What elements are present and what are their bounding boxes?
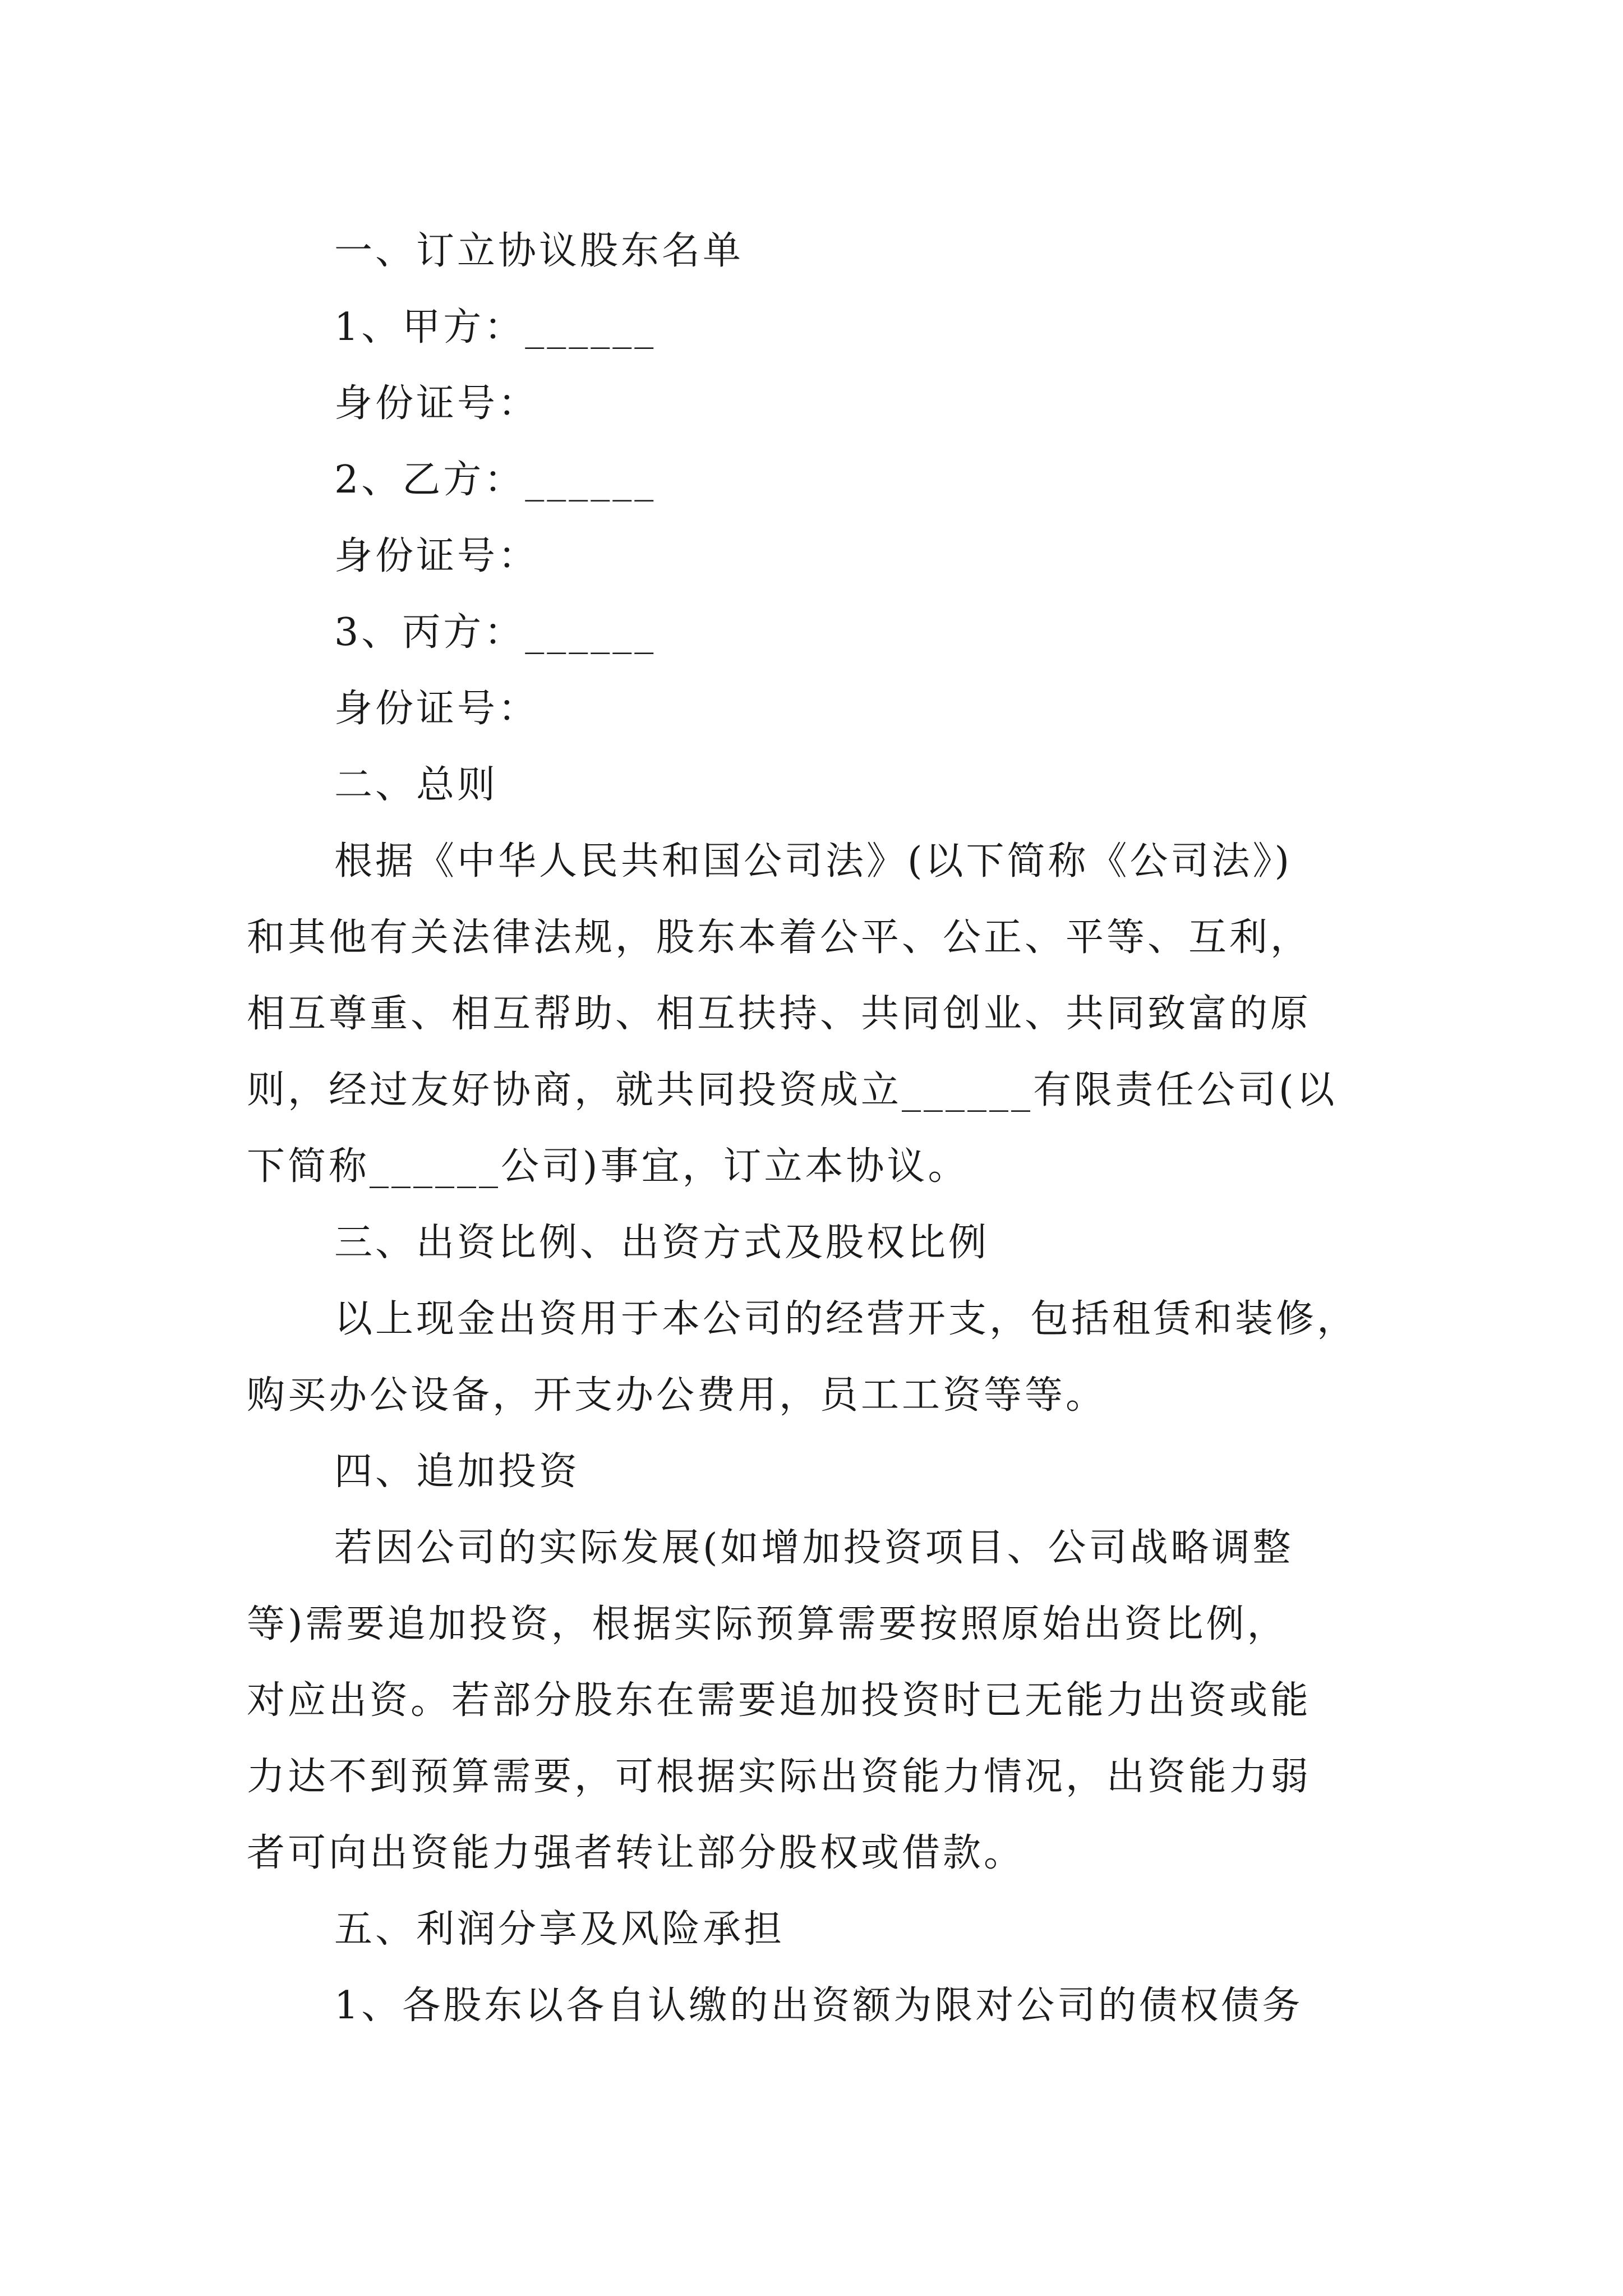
party-a-line: 1、甲方：______: [334, 305, 657, 349]
section-heading-capital: 三、出资比例、出资方式及股权比例: [334, 1221, 990, 1265]
party-a-id-line: 身份证号：: [334, 381, 540, 426]
party-c-id-line: 身份证号：: [334, 687, 540, 731]
paragraph-line: 购买办公设备，开支办公费用，员工工资等等。: [247, 1373, 1107, 1418]
paragraph-line: 根据《中华人民共和国公司法》(以下简称《公司法》): [334, 839, 1293, 884]
paragraph-line: 1、各股东以各自认缴的出资额为限对公司的债权债务: [334, 1984, 1303, 2028]
paragraph-line: 和其他有关法律法规，股东本着公平、公正、平等、互利，: [247, 915, 1312, 960]
paragraph-line: 力达不到预算需要，可根据实际出资能力情况，出资能力弱: [247, 1755, 1312, 1799]
paragraph-line: 者可向出资能力强者转让部分股权或借款。: [247, 1831, 1025, 1875]
section-heading-additional-investment: 四、追加投资: [334, 1450, 580, 1494]
party-b-line: 2、乙方：______: [334, 458, 657, 502]
paragraph-line: 相互尊重、相互帮助、相互扶持、共同创业、共同致富的原: [247, 992, 1312, 1036]
paragraph-line: 以上现金出资用于本公司的经营开支，包括租赁和装修，: [334, 1297, 1358, 1341]
party-b-id-line: 身份证号：: [334, 534, 540, 578]
paragraph-line: 若因公司的实际发展(如增加投资项目、公司战略调整: [334, 1526, 1294, 1570]
paragraph-line: 则，经过友好协商，就共同投资成立______有限责任公司(以: [247, 1068, 1338, 1112]
section-heading-shareholder-list: 一、订立协议股东名单: [334, 229, 744, 273]
paragraph-line: 下简称______公司)事宜，订立本协议。: [247, 1144, 969, 1189]
document-body: [247, 213, 1396, 2044]
section-heading-general: 二、总则: [334, 763, 499, 807]
paragraph-line: 对应出资。若部分股东在需要追加投资时已无能力出资或能: [247, 1678, 1312, 1723]
paragraph-line: 等)需要追加投资，根据实际预算需要按照原始出资比例，: [247, 1602, 1288, 1646]
section-heading-profit-risk: 五、利润分享及风险承担: [334, 1907, 785, 1952]
party-c-line: 3、丙方：______: [334, 610, 657, 655]
